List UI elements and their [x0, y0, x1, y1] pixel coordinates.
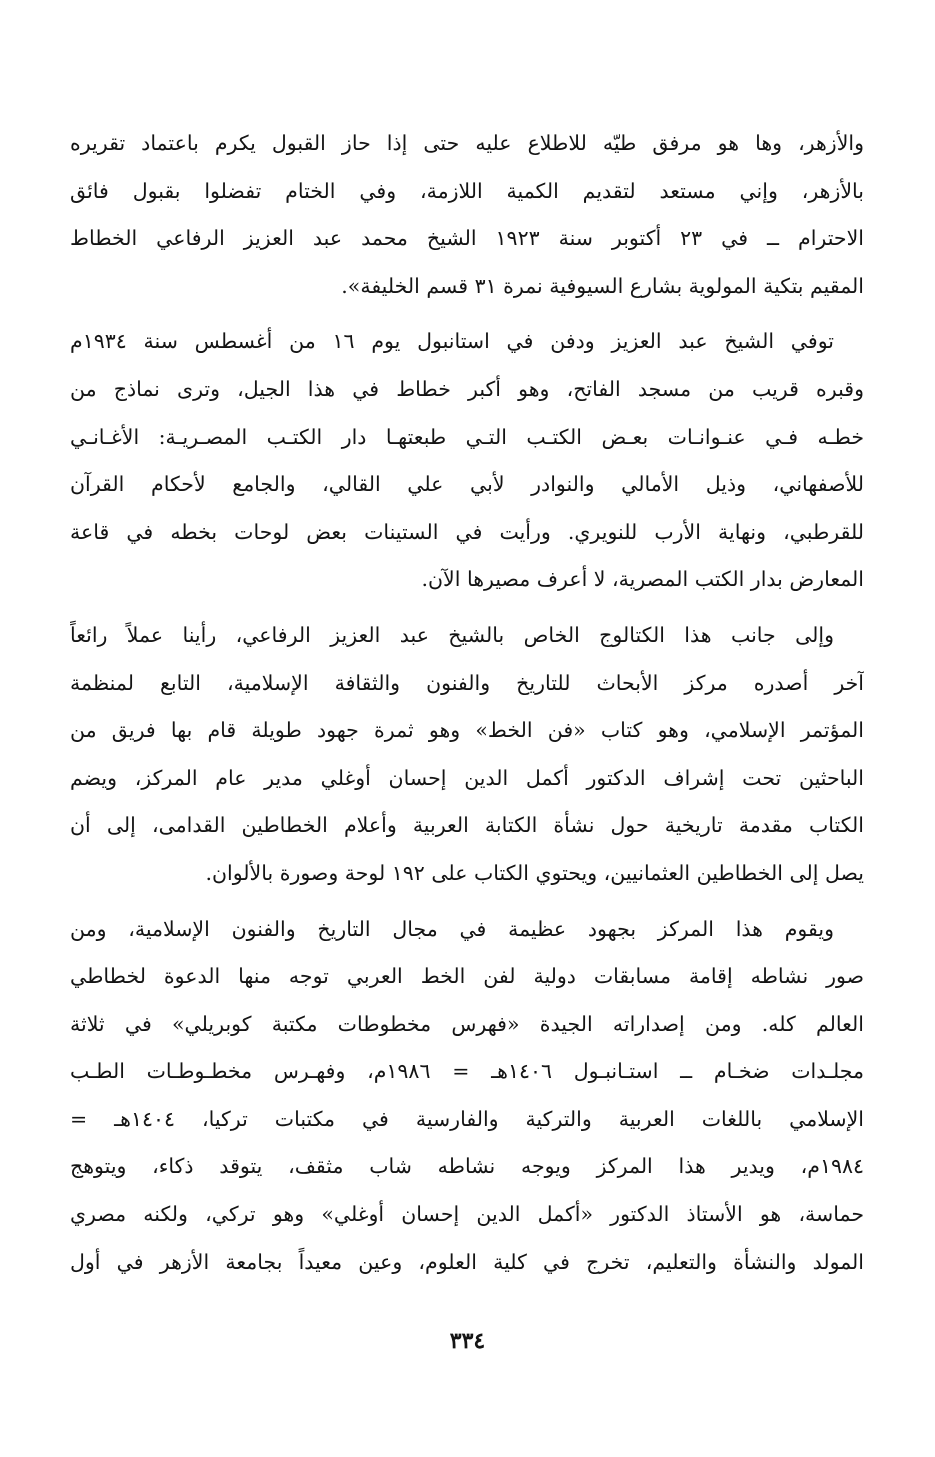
text-line: الكتاب مقدمة تاريخية حول نشأة الكتابة العربية وأعلام الخطاطين القدامى، إلى أن — [70, 813, 864, 838]
text-line: آخر أصدره مركز الأبحاث للتاريخ والفنون والثقافة الإسلامية، التابع لمنظمة — [70, 670, 864, 695]
text-line: صور نشاطه إقامة مسابقات دولية لفن الخط العربي توجه منها الدعوة لخطاطي — [70, 964, 864, 989]
paragraph-4 — [70, 906, 864, 1287]
text-line: المولد والنشأة والتعليم، تخرج في كلية العلوم، وعين معيداً بجامعة الأزهر في أول — [70, 1249, 864, 1274]
text-line: العالم كله. ومن إصداراته الجيدة «فهرس مخطوطات مكتبة كوبريلي» في ثلاثة — [70, 1011, 864, 1036]
paragraph-1 — [70, 120, 864, 310]
paragraph-3 — [70, 612, 864, 898]
page-body — [70, 120, 864, 1294]
text-line: للقرطبي، ونهاية الأرب للنويري. ورأيت في الستينات بعض لوحات بخطه في قاعة — [70, 519, 864, 544]
text-line: المقيم بتكية المولوية بشارع السيوفية نمرة ٣١ قسم الخليفة». — [341, 273, 864, 298]
text-line: الاحترام ــ في ٢٣ أكتوبر سنة ١٩٢٣ الشيخ محمد عبد العزيز الرفاعي الخطاط — [70, 226, 864, 251]
text-line: خطـه فـي عنـوانـات بعـض الكتـب التـي طبعتهـا دار الكتـب المصـريـة: الأغـانـي — [70, 424, 864, 449]
text-line: الباحثين تحت إشراف الدكتور أكمل الدين إحسان أوغلي مدير عام المركز، ويضم — [70, 765, 864, 790]
text-line: والأزهر، وها هو مرفق طيّه للاطلاع عليه حتى إذا حاز القبول يكرم باعتماد تقريره — [70, 131, 864, 155]
text-line: وإلى جانب هذا الكتالوج الخاص بالشيخ عبد العزيز الرفاعي، رأينا عملاً رائعاً — [70, 622, 834, 647]
text-line: للأصفهاني، وذيل الأمالي والنوادر لأبي علي القالي، والجامع لأحكام القرآن — [70, 472, 864, 497]
text-line: المؤتمر الإسلامي، وهو كتاب «فن الخط» وهو ثمرة جهود طويلة قام بها فريق من — [70, 718, 864, 743]
text-line: حماسة، هو الأستاذ الدكتور «أكمل الدين إحسان أوغلي» وهو تركي، ولكنه مصري — [70, 1202, 864, 1227]
page-number: ٣٣٤ — [449, 1328, 486, 1354]
text-line: يصل إلى الخطاطين العثمانيين، ويحتوي الكتاب على ١٩٢ لوحة وصورة بالألوان. — [205, 860, 864, 885]
text-line: المعارض بدار الكتب المصرية، لا أعرف مصيرها الآن. — [421, 567, 864, 592]
text-line: ١٩٨٤م، ويدير هذا المركز ويوجه نشاطه شاب مثقف، يتوقد ذكاء، ويتوهج — [70, 1154, 864, 1179]
text-line: وقبره قريب من مسجد الفاتح، وهو أكبر خطاط في هذا الجيل، وترى نماذج من — [70, 376, 864, 401]
text-line: ويقوم هذا المركز بجهود عظيمة في مجال التاريخ والفنون الإسلامية، ومن — [70, 916, 834, 941]
text-line: مجلـدات ضخـام ــ استـانبـول ١٤٠٦هـ = ١٩٨٦م، وفهـرس مخطـوطـات الطـب — [70, 1059, 864, 1084]
text-line: الإسلامي باللغات العربية والتركية والفارسية في مكتبات تركيا، ١٤٠٤هـ = — [70, 1106, 864, 1131]
paragraph-2 — [70, 318, 864, 604]
text-line: بالأزهر، وإني مستعد لتقديم الكمية اللازمة، وفي الختام تفضلوا بقبول فائق — [70, 178, 864, 203]
text-line: توفي الشيخ عبد العزيز ودفن في استانبول يوم ١٦ من أغسطس سنة ١٩٣٤م — [70, 329, 834, 354]
